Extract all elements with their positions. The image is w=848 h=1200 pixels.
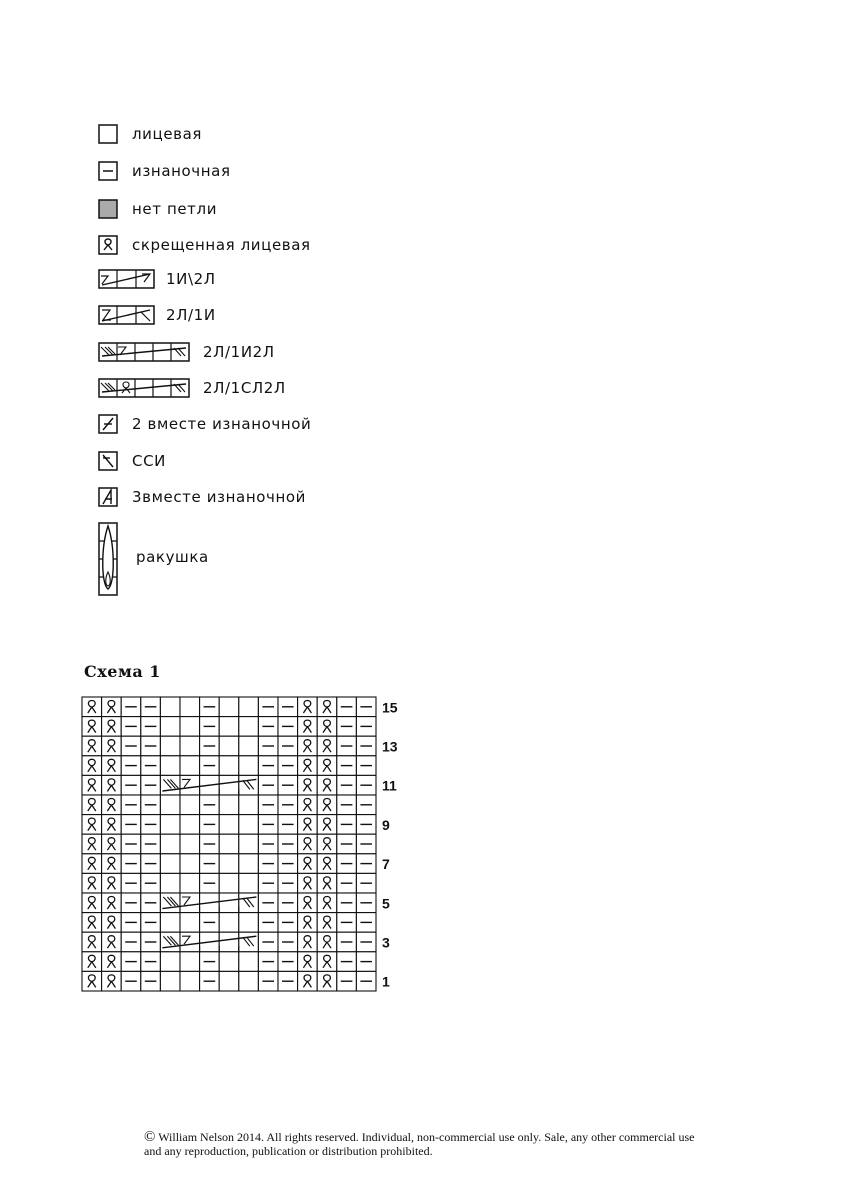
chart-cell bbox=[141, 952, 161, 972]
chart-cell bbox=[317, 952, 337, 972]
legend-label: 2Л/1СЛ2Л bbox=[203, 379, 286, 397]
chart-cell bbox=[356, 893, 376, 913]
chart-cell bbox=[82, 697, 102, 717]
legend-label: 2Л/1И bbox=[166, 306, 216, 324]
chart-cell bbox=[356, 952, 376, 972]
chart-cell bbox=[82, 756, 102, 776]
chart-cell bbox=[121, 756, 141, 776]
chart-cell bbox=[121, 854, 141, 874]
chart-cell bbox=[160, 971, 180, 991]
chart-cell bbox=[258, 756, 278, 776]
row-number: 1 bbox=[382, 973, 390, 990]
chart-cell bbox=[258, 775, 278, 795]
chart-cell bbox=[278, 756, 298, 776]
chart-cell bbox=[141, 913, 161, 933]
chart-cell bbox=[160, 834, 180, 854]
chart-cell bbox=[141, 756, 161, 776]
chart-cell bbox=[278, 834, 298, 854]
chart-cell bbox=[219, 717, 239, 737]
chart-cell bbox=[317, 932, 337, 952]
chart-cell bbox=[278, 815, 298, 835]
chart-cell bbox=[278, 697, 298, 717]
chart-cell bbox=[121, 952, 141, 972]
chart-cell bbox=[298, 913, 318, 933]
chart-cell bbox=[160, 697, 180, 717]
chart-cell bbox=[278, 893, 298, 913]
chart-cell bbox=[239, 952, 259, 972]
chart-cell bbox=[239, 873, 259, 893]
chart-cell bbox=[121, 932, 141, 952]
chart-cell bbox=[121, 795, 141, 815]
chart-cell bbox=[200, 815, 220, 835]
chart-cell bbox=[356, 971, 376, 991]
chart-cell bbox=[356, 775, 376, 795]
chart-cell bbox=[278, 736, 298, 756]
chart-cell bbox=[82, 971, 102, 991]
chart-cell bbox=[278, 795, 298, 815]
chart-cell bbox=[337, 736, 357, 756]
chart-cell bbox=[82, 717, 102, 737]
chart-cell bbox=[219, 736, 239, 756]
chart-cell bbox=[160, 736, 180, 756]
chart-cell bbox=[141, 697, 161, 717]
chart-cell bbox=[219, 756, 239, 776]
legend-label: ракушка bbox=[136, 548, 209, 566]
chart-cell bbox=[102, 756, 122, 776]
chart-cell bbox=[141, 834, 161, 854]
chart-cell bbox=[141, 854, 161, 874]
chart-cell bbox=[298, 717, 318, 737]
chart-cell bbox=[278, 854, 298, 874]
chart-cell bbox=[337, 815, 357, 835]
chart-cell bbox=[82, 893, 102, 913]
legend-label: 2 вместе изнаночной bbox=[132, 415, 312, 433]
legend-label: 3вместе изнаночной bbox=[132, 488, 307, 506]
chart-cell bbox=[102, 717, 122, 737]
chart-cell bbox=[337, 932, 357, 952]
chart-cell bbox=[298, 873, 318, 893]
chart-cell bbox=[160, 795, 180, 815]
chart-cell bbox=[219, 834, 239, 854]
chart-cell bbox=[356, 815, 376, 835]
chart-cell bbox=[337, 834, 357, 854]
legend-label: изнаночная bbox=[132, 162, 231, 180]
chart-cell bbox=[121, 873, 141, 893]
chart-cell bbox=[239, 913, 259, 933]
chart-cell bbox=[298, 795, 318, 815]
chart-cell bbox=[200, 697, 220, 717]
chart-cell bbox=[160, 913, 180, 933]
chart-cell bbox=[82, 736, 102, 756]
chart-cell bbox=[278, 717, 298, 737]
chart-cell bbox=[102, 834, 122, 854]
chart-cell bbox=[102, 893, 122, 913]
chart-cell bbox=[317, 775, 337, 795]
chart-cell bbox=[258, 834, 278, 854]
chart-cell bbox=[219, 893, 239, 913]
chart-cell bbox=[337, 756, 357, 776]
chart-cell bbox=[180, 697, 200, 717]
chart-cell bbox=[102, 873, 122, 893]
chart-cell bbox=[317, 697, 337, 717]
chart-cell bbox=[278, 873, 298, 893]
chart-cell bbox=[239, 932, 259, 952]
chart-cell bbox=[200, 834, 220, 854]
chart-cell bbox=[82, 834, 102, 854]
chart-cell bbox=[317, 717, 337, 737]
chart-cell bbox=[278, 971, 298, 991]
chart-cell bbox=[317, 834, 337, 854]
row-number: 11 bbox=[382, 777, 397, 794]
chart-cell bbox=[160, 815, 180, 835]
chart-cell bbox=[239, 834, 259, 854]
chart-cell bbox=[258, 697, 278, 717]
chart-cell bbox=[239, 756, 259, 776]
chart-cell bbox=[219, 913, 239, 933]
chart-cell bbox=[141, 775, 161, 795]
chart-cell bbox=[317, 795, 337, 815]
legend-label: 2Л/1И2Л bbox=[203, 343, 275, 361]
chart-cell bbox=[317, 913, 337, 933]
chart-cell bbox=[219, 873, 239, 893]
chart-cell bbox=[160, 756, 180, 776]
chart-cell bbox=[200, 952, 220, 972]
legend-label: скрещенная лицевая bbox=[132, 236, 311, 254]
chart-cell bbox=[102, 795, 122, 815]
chart-cell bbox=[121, 893, 141, 913]
chart-cell bbox=[82, 952, 102, 972]
chart-title: Схема 1 bbox=[84, 662, 161, 681]
chart-cell bbox=[219, 952, 239, 972]
chart-cell bbox=[82, 795, 102, 815]
chart-cell bbox=[298, 697, 318, 717]
chart-cell bbox=[102, 697, 122, 717]
chart-cell bbox=[102, 775, 122, 795]
chart-cell bbox=[160, 893, 180, 913]
chart-cell bbox=[337, 795, 357, 815]
chart-cell bbox=[239, 854, 259, 874]
chart-cell bbox=[258, 971, 278, 991]
legend-label: ССИ bbox=[132, 452, 166, 470]
chart-cell bbox=[298, 756, 318, 776]
chart-cell bbox=[356, 795, 376, 815]
chart-cell bbox=[102, 971, 122, 991]
chart-cell bbox=[337, 775, 357, 795]
chart-cell bbox=[180, 775, 200, 795]
chart-cell bbox=[298, 736, 318, 756]
chart-cell bbox=[317, 893, 337, 913]
chart-cell bbox=[102, 854, 122, 874]
chart-cell bbox=[356, 873, 376, 893]
chart-cell bbox=[102, 952, 122, 972]
chart-cell bbox=[298, 854, 318, 874]
chart-cell bbox=[239, 893, 259, 913]
chart-cell bbox=[102, 913, 122, 933]
legend-label: лицевая bbox=[132, 125, 203, 143]
chart-cell bbox=[200, 873, 220, 893]
chart-cell bbox=[102, 815, 122, 835]
chart-cell bbox=[219, 854, 239, 874]
copyright-text: William Nelson 2014. All rights reserved. Individual, non-commercial use only. Sale, any other commercial use and any reproduction, publication or distribution prohibited. bbox=[144, 1130, 695, 1158]
chart-cell bbox=[102, 736, 122, 756]
chart-cell bbox=[141, 893, 161, 913]
chart-cell bbox=[141, 971, 161, 991]
chart-cell bbox=[258, 952, 278, 972]
chart-cell bbox=[356, 756, 376, 776]
chart-cell bbox=[298, 834, 318, 854]
chart-cell bbox=[356, 736, 376, 756]
chart-cell bbox=[121, 913, 141, 933]
chart-cell bbox=[200, 854, 220, 874]
chart-cell bbox=[160, 775, 180, 795]
chart-cell bbox=[239, 795, 259, 815]
chart-cell bbox=[141, 932, 161, 952]
chart-cell bbox=[278, 775, 298, 795]
chart-cell bbox=[317, 736, 337, 756]
chart-cell bbox=[180, 717, 200, 737]
chart-cell bbox=[82, 815, 102, 835]
chart-cell bbox=[317, 971, 337, 991]
chart-cell bbox=[121, 834, 141, 854]
copyright-notice bbox=[144, 1130, 704, 1158]
row-number: 15 bbox=[382, 699, 398, 716]
chart-cell bbox=[317, 854, 337, 874]
chart-cell bbox=[298, 932, 318, 952]
chart-cell bbox=[180, 873, 200, 893]
chart-cell bbox=[82, 854, 102, 874]
chart-cell bbox=[200, 756, 220, 776]
chart-cell bbox=[278, 913, 298, 933]
chart-cell bbox=[200, 717, 220, 737]
chart-cell bbox=[160, 873, 180, 893]
chart-cell bbox=[337, 873, 357, 893]
chart-cell bbox=[141, 795, 161, 815]
chart-cell bbox=[121, 736, 141, 756]
chart-cell bbox=[219, 971, 239, 991]
chart-cell bbox=[180, 913, 200, 933]
chart-cell bbox=[180, 815, 200, 835]
chart-cell bbox=[258, 893, 278, 913]
chart-cell bbox=[180, 854, 200, 874]
chart-cell bbox=[200, 913, 220, 933]
chart-cell bbox=[121, 815, 141, 835]
chart-cell bbox=[160, 854, 180, 874]
chart-cell bbox=[180, 893, 200, 913]
chart-cell bbox=[298, 815, 318, 835]
chart-cell bbox=[356, 697, 376, 717]
chart-cell bbox=[141, 815, 161, 835]
chart-cell bbox=[298, 952, 318, 972]
chart-cell bbox=[219, 815, 239, 835]
chart-cell bbox=[82, 775, 102, 795]
chart-cell bbox=[219, 795, 239, 815]
chart-cell bbox=[82, 913, 102, 933]
chart-cell bbox=[337, 893, 357, 913]
chart-cell bbox=[356, 834, 376, 854]
chart-cell bbox=[121, 971, 141, 991]
chart-cell bbox=[239, 815, 259, 835]
legend-label: 1И\2Л bbox=[166, 270, 216, 288]
chart-cell bbox=[278, 952, 298, 972]
chart-cell bbox=[180, 736, 200, 756]
chart-row-numbers bbox=[382, 699, 398, 989]
chart-cell bbox=[258, 717, 278, 737]
chart-cell bbox=[356, 717, 376, 737]
chart-cell bbox=[239, 775, 259, 795]
chart-cell bbox=[180, 932, 200, 952]
chart-cell bbox=[258, 873, 278, 893]
chart-cell bbox=[180, 952, 200, 972]
row-number: 13 bbox=[382, 738, 398, 755]
chart-cell bbox=[180, 795, 200, 815]
chart-cell bbox=[258, 736, 278, 756]
chart-cell bbox=[239, 971, 259, 991]
chart-cell bbox=[239, 697, 259, 717]
chart-cell bbox=[258, 854, 278, 874]
chart-cell bbox=[356, 854, 376, 874]
chart-cell bbox=[180, 834, 200, 854]
chart-cell bbox=[317, 873, 337, 893]
chart-cell bbox=[337, 913, 357, 933]
chart-cell bbox=[180, 756, 200, 776]
chart-cell bbox=[160, 717, 180, 737]
chart-cell bbox=[317, 815, 337, 835]
chart-cell bbox=[141, 717, 161, 737]
chart-cell bbox=[278, 932, 298, 952]
chart-cell bbox=[219, 697, 239, 717]
chart-cell bbox=[337, 854, 357, 874]
row-number: 9 bbox=[382, 816, 390, 833]
chart-cell bbox=[180, 971, 200, 991]
chart-cell bbox=[239, 736, 259, 756]
chart-cell bbox=[141, 873, 161, 893]
chart-cell bbox=[356, 932, 376, 952]
chart-cell bbox=[102, 932, 122, 952]
chart-cell bbox=[258, 932, 278, 952]
row-number: 3 bbox=[382, 934, 390, 951]
chart-grid bbox=[82, 697, 376, 991]
chart-cell bbox=[82, 932, 102, 952]
chart-cell bbox=[258, 815, 278, 835]
chart-cell bbox=[356, 913, 376, 933]
chart-cell bbox=[82, 873, 102, 893]
chart-cell bbox=[121, 775, 141, 795]
chart-cell bbox=[298, 775, 318, 795]
chart-cell bbox=[160, 932, 180, 952]
legend-label: нет петли bbox=[132, 200, 218, 218]
chart-cell bbox=[219, 775, 239, 795]
chart-cell bbox=[121, 717, 141, 737]
chart-cell bbox=[298, 893, 318, 913]
chart-cell bbox=[298, 971, 318, 991]
chart-cell bbox=[258, 913, 278, 933]
chart-cell bbox=[239, 717, 259, 737]
chart-cell bbox=[337, 697, 357, 717]
chart-cell bbox=[121, 697, 141, 717]
chart-cell bbox=[200, 795, 220, 815]
chart-cell bbox=[200, 736, 220, 756]
chart-cell bbox=[258, 795, 278, 815]
chart-cell bbox=[200, 971, 220, 991]
chart-cell bbox=[160, 952, 180, 972]
row-number: 5 bbox=[382, 895, 390, 912]
chart-cell bbox=[337, 717, 357, 737]
chart-cell bbox=[317, 756, 337, 776]
chart-cell bbox=[141, 736, 161, 756]
row-number: 7 bbox=[382, 856, 390, 873]
chart-cell bbox=[337, 971, 357, 991]
chart-cell bbox=[337, 952, 357, 972]
chart-cell bbox=[219, 932, 239, 952]
copyright-symbol: © bbox=[144, 1129, 156, 1145]
